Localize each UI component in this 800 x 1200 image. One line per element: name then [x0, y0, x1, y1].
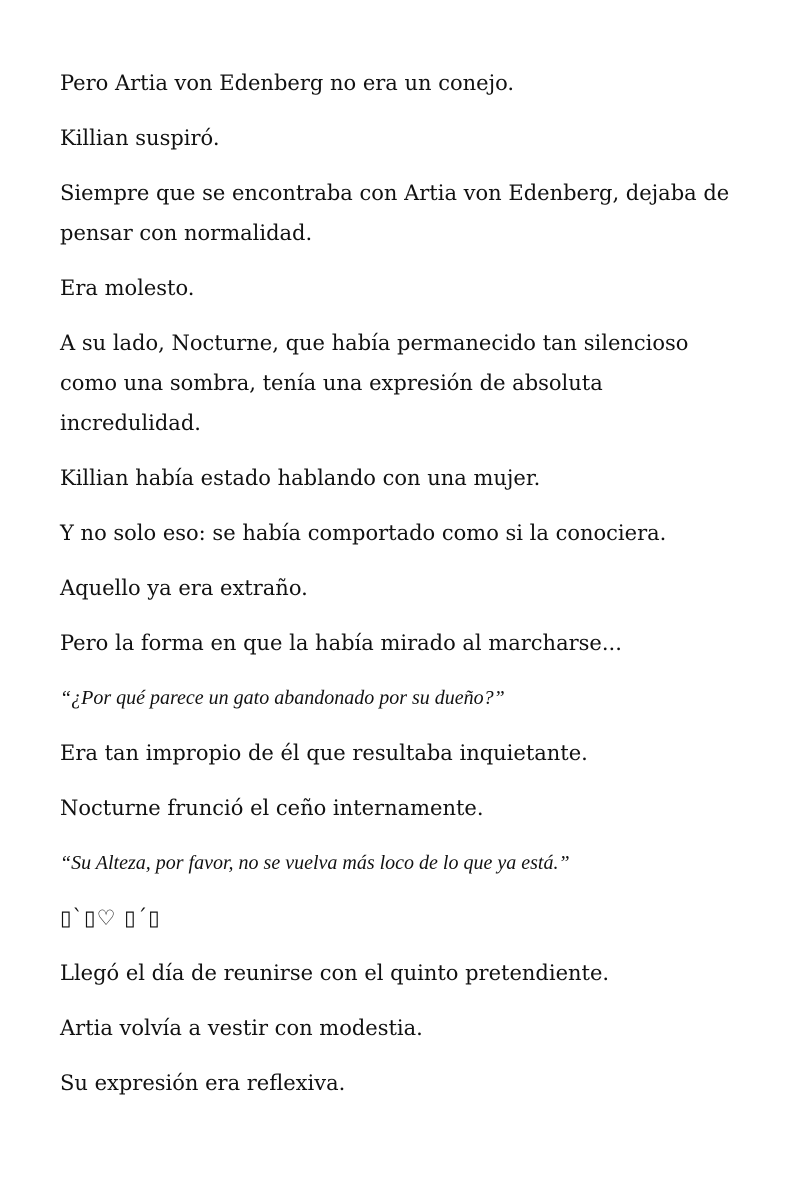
italic-quote: “Su Alteza, por favor, no se vuelva más loco de lo que ya está.” — [60, 852, 570, 874]
paragraph: Era molesto. — [60, 276, 195, 300]
paragraph: Nocturne frunció el ceño internamente. — [60, 796, 484, 820]
paragraph: Llegó el día de reunirse con el quinto pretendiente. — [60, 961, 610, 985]
document-body — [60, 63, 740, 1118]
paragraph: Killian suspiró. — [60, 126, 220, 150]
paragraph: Pero Artia von Edenberg no era un conejo. — [60, 71, 515, 95]
paragraph: Artia volvía a vestir con modestia. — [60, 1016, 423, 1040]
italic-quote: “¿Por qué parece un gato abandonado por su dueño?” — [60, 687, 505, 709]
paragraph: A su lado, Nocturne, que había permanecido tan silencioso como una sombra, tenía una expresión de absoluta incredulidad. — [60, 331, 689, 435]
scene-divider: ▯`▯♡ ▯´▯ — [60, 906, 161, 930]
paragraph: Killian había estado hablando con una mujer. — [60, 466, 541, 490]
paragraph: Pero la forma en que la había mirado al marcharse... — [60, 631, 622, 655]
paragraph: Y no solo eso: se había comportado como si la conociera. — [60, 521, 667, 545]
paragraph: Siempre que se encontraba con Artia von Edenberg, dejaba de pensar con normalidad. — [60, 181, 730, 245]
paragraph: Su expresión era reflexiva. — [60, 1071, 346, 1095]
paragraph: Aquello ya era extraño. — [60, 576, 308, 600]
paragraph: Era tan impropio de él que resultaba inquietante. — [60, 741, 588, 765]
